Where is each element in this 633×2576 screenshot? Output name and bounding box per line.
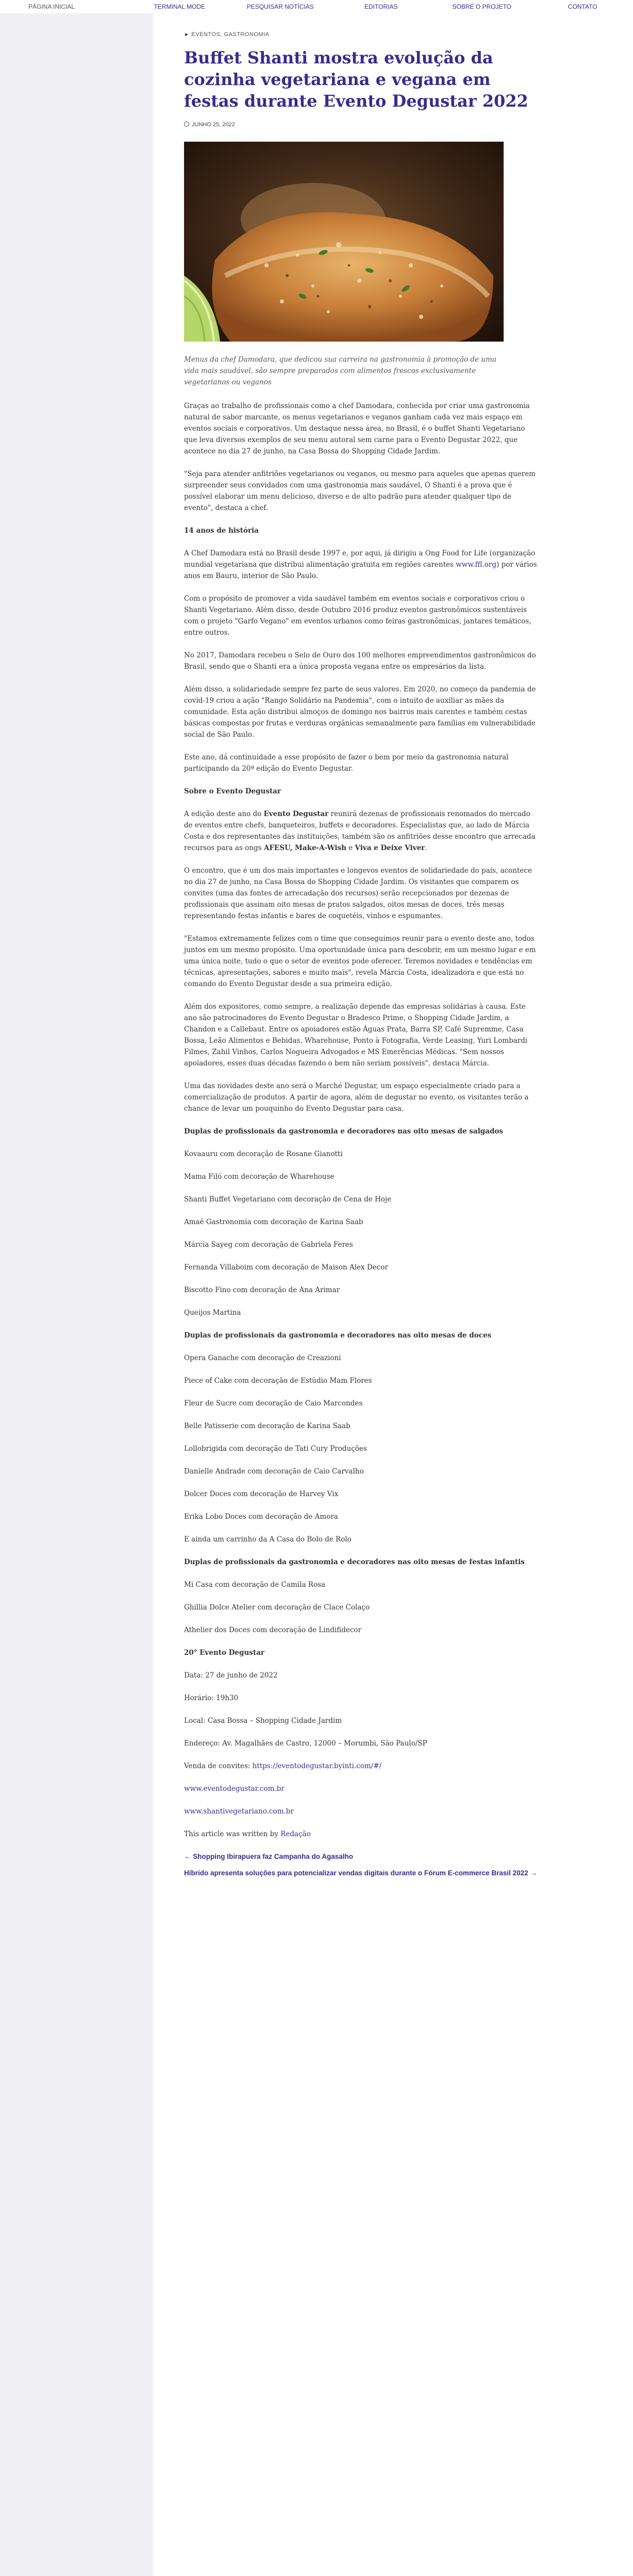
post-navigation bbox=[184, 1851, 537, 1879]
paragraph: Com o propósito de promover a vida saudável também em eventos sociais e corporativos criou o Shanti Vegetariano. Além disso, desde Outubro 2016 produz eventos gastronômicos sustentáveis com o projeto "Garfo Vegano" em eventos urbanos como feiras gastronômicas, jantares temáticos, entre outros. bbox=[184, 595, 531, 637]
list-item: Mi Casa com decoração de Camila Rosa bbox=[184, 1581, 326, 1589]
list-item: Queijos Martina bbox=[184, 1309, 241, 1317]
event-address: Endereço: Av. Magalhães de Castro, 12000 – Morumbi, São Paulo/SP bbox=[184, 1739, 427, 1748]
degustar-site-link[interactable]: www.eventodegustar.com.br bbox=[184, 1785, 285, 1793]
section-heading-event: 20° Evento Degustar bbox=[184, 1649, 264, 1657]
text: A edição deste ano do bbox=[184, 810, 264, 818]
arrow-left-icon: ← bbox=[184, 1853, 193, 1860]
section-heading-doces: Duplas de profissionais da gastronomia e decoradores nas oito mesas de doces bbox=[184, 1331, 492, 1340]
date-text: JUNHO 25, 2022 bbox=[192, 122, 235, 128]
list-item: E ainda um carrinho da A Casa do Bolo de Rolo bbox=[184, 1535, 352, 1544]
main-content-area bbox=[153, 13, 633, 2576]
paragraph: No 2017, Damodara recebeu o Selo de Ouro dos 100 melhores empreendimentos gastronômicos do Brasil, sendo que o Shanti era a única proposta vegana entre os empresários da lista. bbox=[184, 651, 536, 671]
author-line bbox=[184, 1828, 537, 1840]
event-date: Data: 27 de junho de 2022 bbox=[184, 1671, 278, 1680]
link-line bbox=[184, 1783, 537, 1794]
bold-text: Evento Degustar bbox=[263, 810, 329, 818]
paragraph: Além dos expositores, como sempre, a realização depende das empresas solidárias à causa. Este ano são patrocinadores do Evento Degustar o Bradesco Prime, o Shopping Cidade Jardim, a Chandon e a Callebaut. Entre os apoiadores estão Águas Prata, Barra SP, Café Supremme, Casa Bossa, Leão Alimentos e Bebidas, Wharehouse, Ponto à Fotografia, Verde Leasing, Yuri Lombardi Filmes, Zahil Vinhos, Carlos Nogueira Advogados e MS Emerências Médicas. "Sem nossos apoiadores, esses duas décadas fazendo o bem não seriam possíveis", destaca Márcia. bbox=[184, 1003, 528, 1067]
list-item: Erika Lobo Doces com decoração de Amora bbox=[184, 1513, 338, 1521]
next-post[interactable] bbox=[184, 1868, 537, 1879]
list-item: Ghillia Dolce Atelier com decoração de Clace Colaço bbox=[184, 1603, 370, 1612]
section-heading-infantis: Duplas de profissionais da gastronomia e decoradores nas oito mesas de festas infantis bbox=[184, 1558, 525, 1566]
tickets-link[interactable]: https://eventodegustar.byinti.com/#/ bbox=[252, 1762, 382, 1770]
bold-text: AFESU, Make-A-Wish bbox=[263, 844, 346, 852]
list-item: Shanti Buffet Vegetariano com decoração de Cena de Hoje bbox=[184, 1195, 392, 1204]
previous-post[interactable] bbox=[184, 1851, 537, 1862]
paragraph: "Estamos extremamente felizes com o time que conseguimos reunir para o evento deste ano, todos juntos em um mesmo propósito. Uma oportunidade única para descobrir, em um mesmo lugar e em uma única noite, tudo o que o setor de eventos pode oferecer. Teremos novidades e tendências em técnicas, apresentações, sabores e muito mais", revela Márcia Costa, idealizadora e que está no comando do Evento Degustar desde a sua primeira edição. bbox=[184, 935, 536, 988]
nav-contact[interactable]: CONTATO bbox=[568, 3, 597, 10]
list-item: Belle Patisserie com decoração de Karina Saab bbox=[184, 1422, 351, 1430]
food-photo-illustration bbox=[184, 142, 504, 342]
paragraph: Além disso, a solidariedade sempre fez parte de seus valores. Em 2020, no começo da pandemia de covid-19 criou a ação "Rango Solidário na Pandemia", com o intuito de auxiliar as mães da comunidade. Esta ação distribui almoços de domingo nos bairros mais carentes e também cestas básicas compostas por frutas e verduras orgânicas semanalmente para famílias em vulnerabilidade social de São Paulo. bbox=[184, 685, 536, 739]
text: Venda de convites: bbox=[184, 1762, 253, 1770]
list-item: Mama Filó com decoração de Wharehouse bbox=[184, 1173, 335, 1181]
top-navigation bbox=[0, 0, 633, 13]
list-item: Fleur de Sucre com decoração de Caio Marcondes bbox=[184, 1399, 363, 1408]
paragraph: Uma das novidades deste ano será o Marché Degustar, um espaço especialmente criado para a comercialização de produtos. A partir de agora, além de degustar no evento, os visitantes terão a chance de levar um pouquinho do Evento Degustar para casa. bbox=[184, 1082, 529, 1113]
list-item: Lollobrigida com decoração de Tati Cury Produções bbox=[184, 1445, 367, 1453]
text: reunirá dezenas de profissionais renomados do mercado de eventos entre chefs, banqueteiros, buffets e decoradores. Especialistas que, ao lado de Márcia Costa e dos representantes das instituições, também são os anfitriões desse encontro que arrecada recursos para as ongs bbox=[184, 810, 536, 852]
arrow-right-icon: ► bbox=[184, 32, 190, 38]
post-date bbox=[184, 119, 537, 130]
list-item: Danielle Andrade com decoração de Caio Carvalho bbox=[184, 1467, 364, 1476]
list-item: Opera Ganache com decoração de Creazioni bbox=[184, 1354, 341, 1362]
paragraph: Graças ao trabalho de profissionais como a chef Damodara, conhecida por criar uma gastronomia natural de sabor marcante, os menus vegetarianos e veganos ganham cada vez mais espaço em eventos sociais e corporativos. Um destaque nessa área, no Brasil, é o buffet Shanti Vegetariano que leva diversos exemplos de seu menu autoral sem carne para o Evento Degustar 2022, que acontece no dia 27 de junho, na Casa Bossa do Shopping Cidade Jardim. bbox=[184, 402, 530, 455]
category-link[interactable]: EVENTOS, GASTRONOMIA bbox=[191, 31, 270, 38]
article-title: Buffet Shanti mostra evolução da cozinha vegetariana e vegana em festas durante Evento Degustar 2022 bbox=[184, 48, 528, 111]
nav-home[interactable]: PÁGINA INICIAL bbox=[28, 3, 75, 10]
list-item: Piece of Cake com decoração de Estúdio Mam Flores bbox=[184, 1377, 372, 1385]
text: This article was written by bbox=[184, 1830, 281, 1838]
arrow-right-icon: → bbox=[528, 1869, 537, 1877]
nav-editorias[interactable]: EDITORIAS bbox=[364, 3, 398, 10]
paragraph bbox=[184, 548, 537, 582]
event-location: Local: Casa Bossa – Shopping Cidade Jardim bbox=[184, 1717, 342, 1725]
list-item: Fernanda Villaboim com decoração de Maison Alex Decor bbox=[184, 1263, 388, 1272]
section-heading-history: 14 anos de história bbox=[184, 527, 259, 535]
bold-text: Viva e Deixe Viver bbox=[355, 844, 425, 852]
clock-icon bbox=[184, 122, 189, 127]
list-item: Athelier dos Doces com decoração de Lindifidecor bbox=[184, 1626, 361, 1634]
left-sidebar bbox=[0, 0, 153, 2576]
featured-image bbox=[184, 142, 504, 342]
link-line bbox=[184, 1806, 537, 1817]
section-heading-salgados: Duplas de profissionais da gastronomia e decoradores nas oito mesas de salgados bbox=[184, 1127, 504, 1136]
list-item: Biscotto Fino com decoração de Ana Arimar bbox=[184, 1286, 340, 1294]
category-line bbox=[184, 29, 537, 41]
nav-search-news[interactable]: PESQUISAR NOTÍCIAS bbox=[246, 3, 314, 10]
list-item: Márcia Sayeg com decoração de Gabriela Feres bbox=[184, 1241, 353, 1249]
next-post-title: Híbrido apresenta soluções para potencializar vendas digitais durante o Fórum E-commerce Brasil 2022 bbox=[184, 1869, 528, 1877]
article bbox=[184, 29, 537, 1884]
image-caption: Menus da chef Damodara, que dedicou sua carreira na gastronomia à promoção de uma vida mais saudável, são sempre preparados com alimentos frescos exclusivamente vegetarianos ou veganos bbox=[184, 355, 496, 386]
text: . bbox=[425, 844, 427, 852]
text: e bbox=[346, 844, 355, 852]
previous-post-title: Shopping Ibirapuera faz Campanha do Agasalho bbox=[193, 1853, 354, 1860]
paragraph bbox=[184, 808, 537, 854]
text: A Chef Damodara está no Brasil desde 1997 e, por aqui, já dirigiu a Ong Food for Life (organização mundial vegetariana que distribui alimentação gratuita em regiões carentes bbox=[184, 549, 536, 569]
shanti-site-link[interactable]: www.shantivegetariano.com.br bbox=[184, 1807, 294, 1816]
paragraph: O encontro, que é um dos mais importantes e longevos eventos de solidariedade do país, acontece no dia 27 de junho, na Casa Bossa do Shopping Cidade Jardim. Os visitantes que comparem os convites (uma das fontes de arrecadação dos recursos) serão recepcionados por dezenas de profissionais que assinam oito mesas de pratos salgados, oitos mesas de doces, três mesas representando festas infantis e bares de coquetéis, vinhos e espumantes. bbox=[184, 867, 532, 920]
text: ) por vários anos em Bauru, interior de São Paulo. bbox=[184, 561, 537, 580]
ffl-link[interactable]: www.ffl.org bbox=[456, 561, 497, 569]
section-heading-about: Sobre o Evento Degustar bbox=[184, 787, 281, 795]
tickets-line bbox=[184, 1760, 537, 1772]
paragraph: Este ano, dá continuidade a esse propósito de fazer o bem por meio da gastronomia natural participando da 20ª edição do Evento Degustar. bbox=[184, 753, 509, 773]
list-item: Kovaauru com decoração de Rosane Gianotti bbox=[184, 1150, 343, 1158]
event-time: Horário: 19h30 bbox=[184, 1694, 239, 1702]
list-item: Dolcer Doces com decoração de Harvey Vix bbox=[184, 1490, 339, 1498]
nav-terminal-mode[interactable]: TERMINAL MODE bbox=[154, 3, 206, 10]
nav-about[interactable]: SOBRE O PROJETO bbox=[452, 3, 511, 10]
author-link[interactable]: Redação bbox=[280, 1830, 311, 1838]
list-item: Amaê Gastronomia com decoração de Karina Saab bbox=[184, 1218, 363, 1226]
paragraph: "Seja para atender anfitriões vegetarianos ou veganos, ou mesmo para aqueles que apenas querem surpreender seus convidados com uma gastronomia mais saudável, O Shanti é a prova que é possível elaborar um menu delicioso, diverso e de alto padrão para atender qualquer tipo de evento", destaca a chef. bbox=[184, 470, 536, 512]
